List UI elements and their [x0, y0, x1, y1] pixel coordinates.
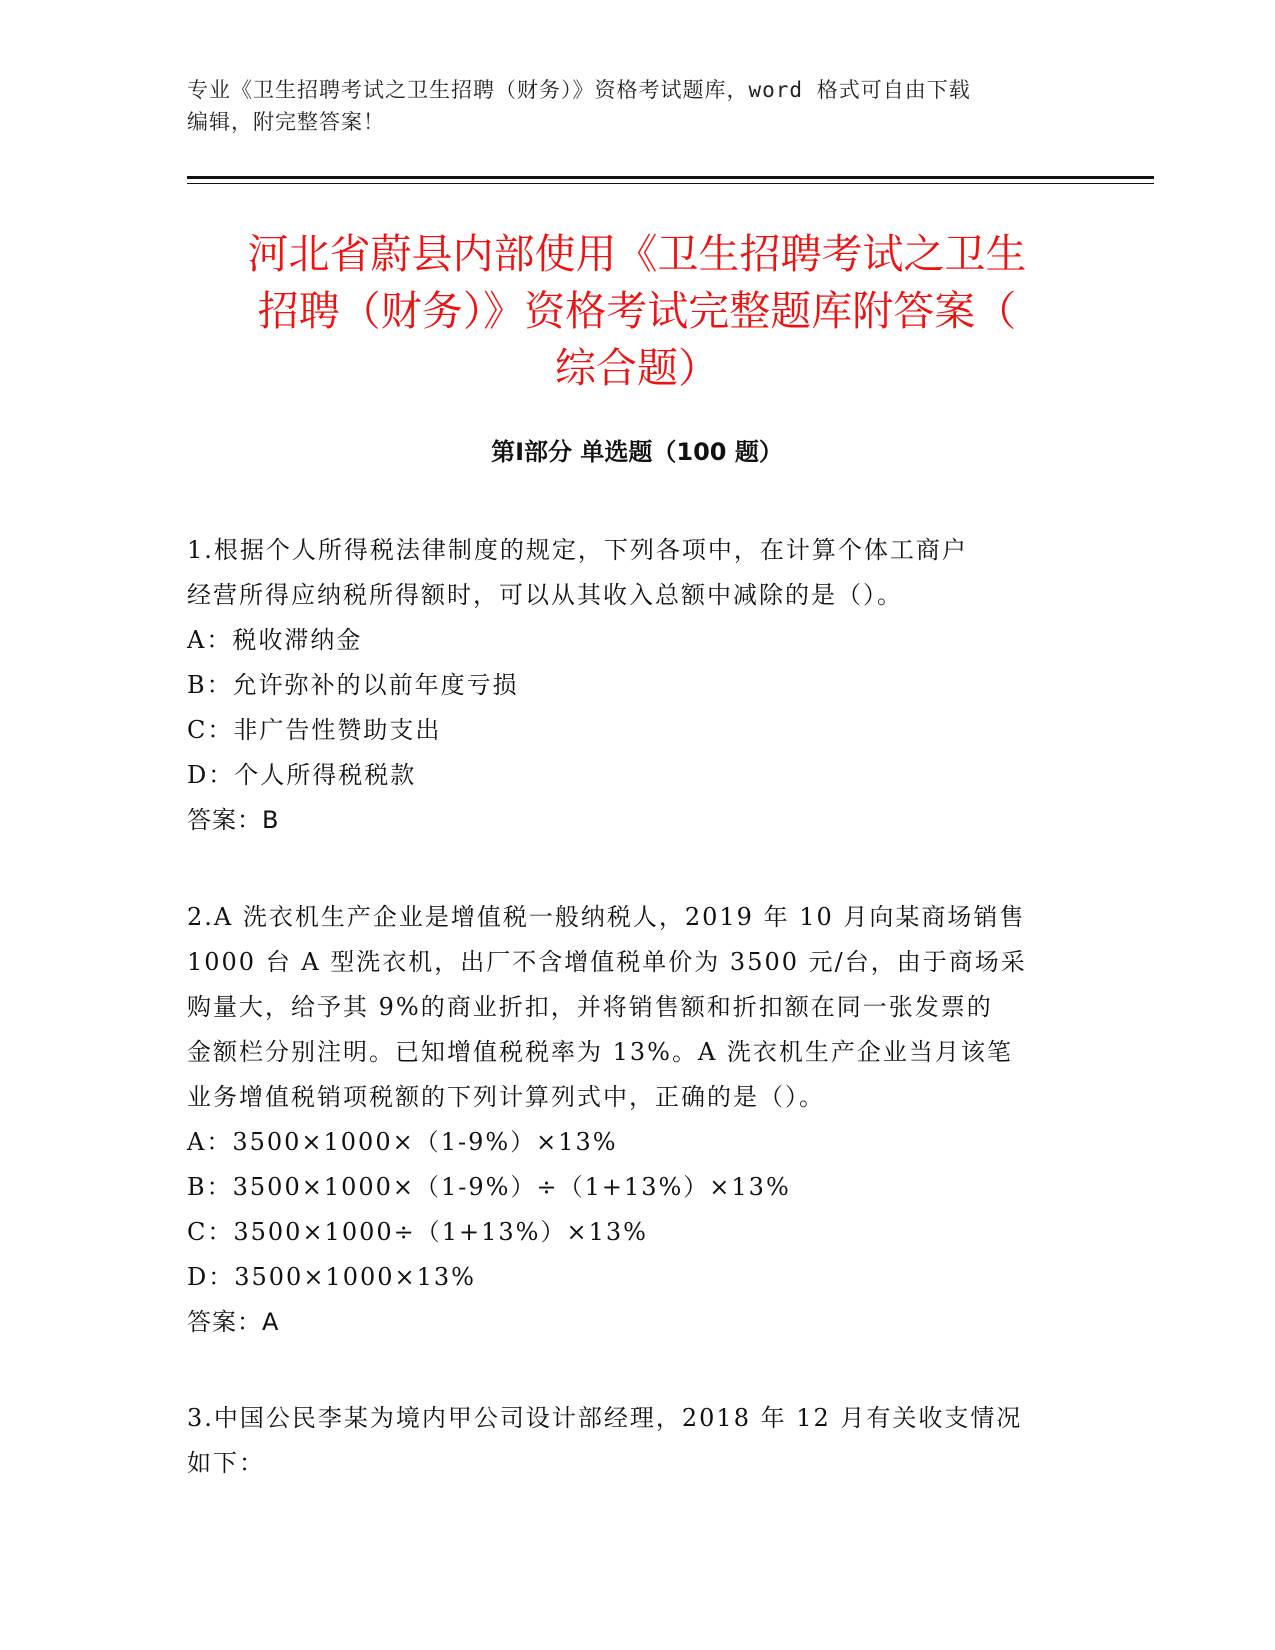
option-a: A：3500×1000×（1-9%）×13% — [187, 1128, 618, 1156]
question-stem-line: 业务增值税销项税额的下列计算列式中，正确的是（）。 — [187, 1083, 825, 1111]
option-d: D：个人所得税税款 — [187, 761, 417, 789]
question-stem-line: 经营所得应纳税所得额时，可以从其收入总额中减除的是（）。 — [187, 581, 903, 609]
answer-label: 答案：A — [187, 1308, 280, 1336]
question-stem-line: 3.中国公民李某为境内甲公司设计部经理，2018 年 12 月有关收支情况 — [187, 1404, 1023, 1432]
option-b: B：允许弥补的以前年度亏损 — [187, 671, 519, 699]
question-1 — [187, 528, 1087, 843]
question-stem-line: 购量大，给予其 9%的商业折扣，并将销售额和折扣额在同一张发票的 — [187, 993, 993, 1021]
document-title-line-1: 河北省蔚县内部使用《卫生招聘考试之卫生 — [247, 230, 1027, 278]
option-b: B：3500×1000×（1-9%）÷（1+13%）×13% — [187, 1173, 791, 1201]
header-note-line-2: 编辑，附完整答案！ — [187, 110, 385, 134]
question-stem-line: 1.根据个人所得税法律制度的规定，下列各项中，在计算个体工商户 — [187, 536, 968, 564]
option-a: A：税收滞纳金 — [187, 626, 363, 654]
document-title-line-2: 招聘（财务）》资格考试完整题库附答案（ — [257, 287, 1017, 335]
document-title — [187, 226, 1087, 397]
question-stem-line: 如下： — [187, 1449, 265, 1477]
question-stem-line: 金额栏分别注明。已知增值税税率为 13%。A 洗衣机生产企业当月该笔 — [187, 1038, 1013, 1066]
question-3 — [187, 1396, 1087, 1486]
section-title: 第Ⅰ部分 单选题（100 题） — [491, 438, 783, 466]
header-divider-thin — [187, 183, 1154, 184]
answer-label: 答案：B — [187, 806, 280, 834]
question-stem-line: 2.A 洗衣机生产企业是增值税一般纳税人，2019 年 10 月向某商场销售 — [187, 903, 1026, 931]
header-note-line-1: 专业《卫生招聘考试之卫生招聘（财务）》资格考试题库，word 格式可自由下载 — [187, 78, 971, 102]
option-c: C：3500×1000÷（1+13%）×13% — [187, 1218, 648, 1246]
header-note — [187, 74, 1087, 138]
option-c: C：非广告性赞助支出 — [187, 716, 442, 744]
option-d: D：3500×1000×13% — [187, 1263, 476, 1291]
document-title-line-3: 综合题） — [555, 344, 719, 392]
question-stem-line: 1000 台 A 型洗衣机，出厂不含增值税单价为 3500 元/台，由于商场采 — [187, 948, 1027, 976]
question-2 — [187, 895, 1087, 1345]
header-divider-thick — [187, 176, 1154, 179]
